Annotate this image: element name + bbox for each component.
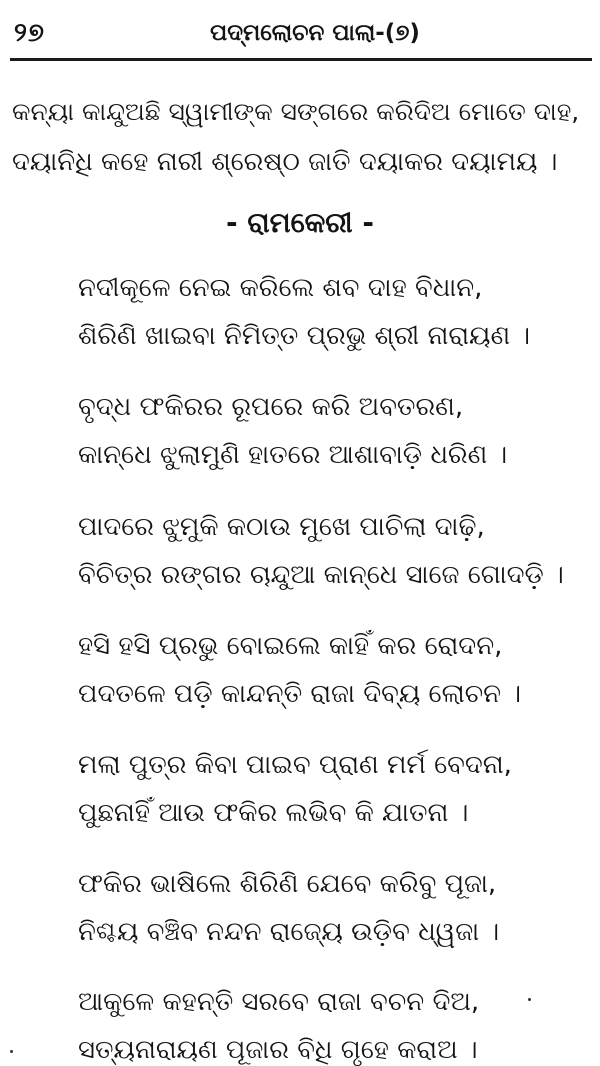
verse-line: ଆକୁଳେ କହନ୍ତି ସରବେ ରାଜା ବଚନ ଦିଅ, (78, 987, 480, 1017)
verse-line: ନଦୀକୂଳେ ନେଇ କରିଲେ ଶବ ଦାହ ବିଧାନ, (78, 273, 483, 303)
verse-line: ହସି ହସି ପ୍ରଭୁ ବୋଇଲେ କାହିଁ କର ରୋଦନ, (78, 631, 503, 661)
verse-line: କାନ୍ଧେ ଝୁଲାମୁଣି ହାତରେ ଆଶାବାଡ଼ି ଧରିଣ । (78, 440, 508, 470)
verse-line: ବୃଦ୍ଧ ଫକିରର ରୂପରେ କରି ଅବତରଣ, (78, 392, 464, 422)
intro-line-1: କନ୍ୟା କାନ୍ଦୁଅଛି ସ୍ୱାମୀଙ୍କ ସଙ୍ଗରେ କରିଦିଅ ମୋତେ ଦାହ, (12, 97, 580, 126)
verse-line: ମଲା ପୁତ୍ର କିବା ପାଇବ ପ୍ରାଣ ମର୍ମ ବେଦନା, (78, 750, 512, 780)
print-speck (528, 998, 531, 1001)
verse-line: ସତ୍ୟନାରାୟଣ ପୂଜାର ବିଧି ଗୃହେ କରାଅ । (78, 1035, 478, 1065)
section-heading: - ରାମକେରୀ - (226, 206, 374, 239)
verse-line: ଶିରିଣି ଖାଇବା ନିମିତ୍ତ ପ୍ରଭୁ ଶ୍ରୀ ନାରାୟଣ । (78, 321, 531, 351)
verse-line: ଫକିର ଭାଷିଲେ ଶିରିଣି ଯେବେ କରିବୁ ପୂଜା, (78, 869, 497, 899)
verse-line: ପୁଛନାହିଁ ଆଉ ଫକିର ଲଭିବ କି ଯାତନା । (78, 798, 469, 828)
page-header (0, 18, 600, 52)
verse-line: ନିଶ୍ଚୟ ବଞ୍ଚିବ ନନ୍ଦନ ରାଜ୍ୟେ ଉଡ଼ିବ ଧ୍ୱଜା । (78, 917, 500, 947)
intro-line-2: ଦୟାନିଧି କହେ ନାରୀ ଶ୍ରେଷ୍ଠ ଜାତି ଦୟାକର ଦୟାମୟ । (12, 147, 558, 177)
verse-line: ପାଦରେ ଝୁମୁକି କଠାଉ ମୁଖେ ପାଚିଲା ଦାଢ଼ି, (78, 512, 485, 542)
running-title: ପଦ୍ମଲୋଚନ ପାଲା-(୭) (210, 20, 420, 46)
verse-line: ବିଚିତ୍ର ରଙ୍ଗର ଚାନ୍ଦୁଆ କାନ୍ଧେ ସାଜେ ଗୋଦଡ଼ି । (78, 560, 564, 590)
verse-line: ପଦତଳେ ପଡ଼ି କାନ୍ଦନ୍ତି ରାଜା ଦିବ୍ୟ ଲୋଚନ । (78, 679, 522, 709)
print-speck (10, 1050, 13, 1053)
page-number: ୨୭ (14, 18, 45, 48)
header-rule (10, 58, 592, 61)
